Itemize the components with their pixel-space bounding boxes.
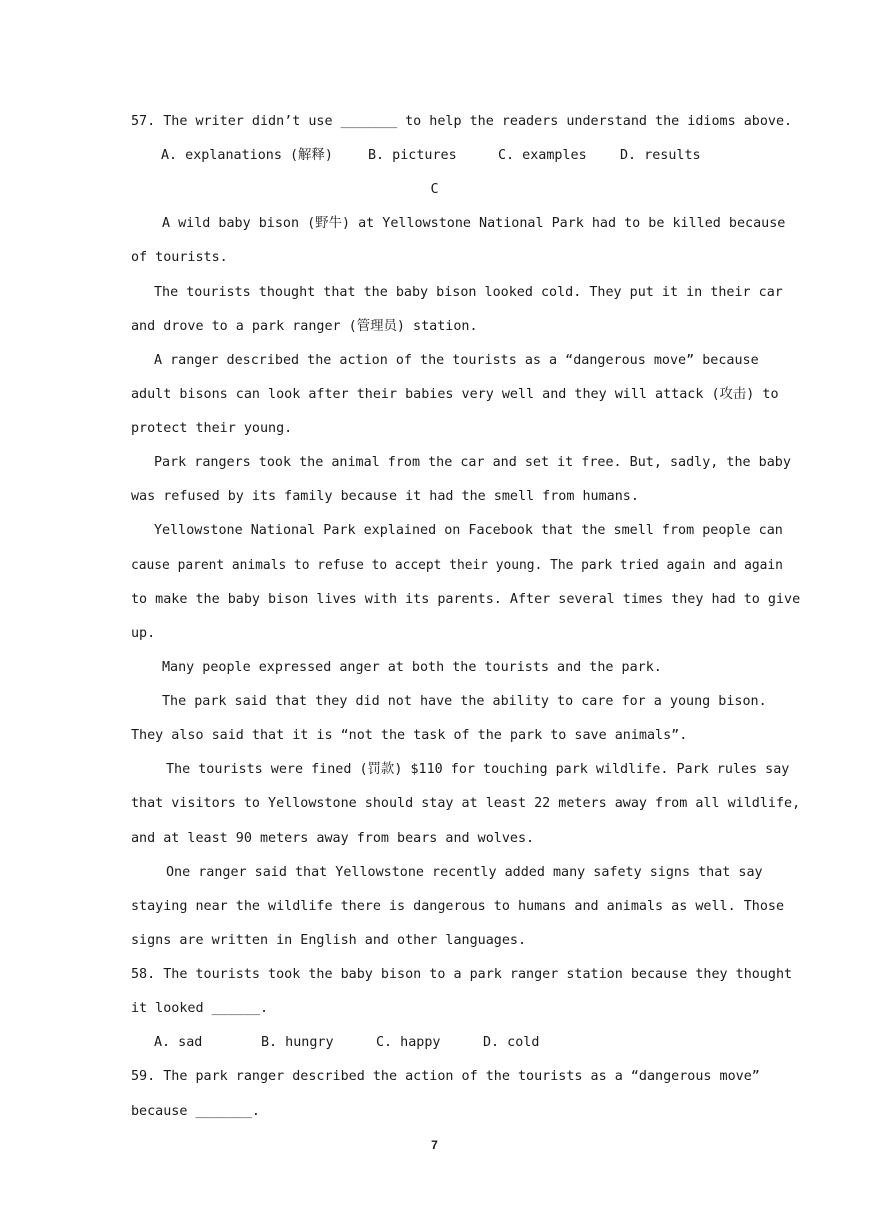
q58-stem-continued: it looked ______. xyxy=(131,1001,269,1016)
passage-line: They also said that it is “not the task of the park to save animals”. xyxy=(131,728,688,743)
passage-line: cause parent animals to refuse to accept their young. The park tried again and again xyxy=(131,558,783,573)
q59-stem-continued: because _______. xyxy=(131,1104,260,1119)
passage-line: up. xyxy=(131,626,156,641)
passage-line: Yellowstone National Park explained on Facebook that the smell from people can xyxy=(154,523,783,538)
section-label: C xyxy=(430,182,439,197)
passage-line: was refused by its family because it had the smell from humans. xyxy=(131,489,639,504)
q58-option-a: A. sad xyxy=(154,1035,203,1050)
passage-line: One ranger said that Yellowstone recently added many safety signs that say xyxy=(166,865,763,880)
passage-line: Park rangers took the animal from the car and set it free. But, sadly, the baby xyxy=(154,455,791,470)
passage-line: The tourists thought that the baby bison looked cold. They put it in their car xyxy=(154,285,783,300)
q57-stem: 57. The writer didn’t use _______ to help the readers understand the idioms above. xyxy=(131,114,793,129)
page-number: 7 xyxy=(431,1138,438,1152)
passage-line: that visitors to Yellowstone should stay at least 22 meters away from all wildlife, xyxy=(131,796,801,811)
q58-option-b: B. hungry xyxy=(261,1035,334,1050)
passage-line: The tourists were fined (罚款) $110 for touching park wildlife. Park rules say xyxy=(166,762,790,777)
q57-option-c: C. examples xyxy=(498,148,587,163)
q57-option-b: B. pictures xyxy=(368,148,457,163)
q57-option-a: A. explanations (解释) xyxy=(161,148,333,163)
passage-line: and at least 90 meters away from bears and wolves. xyxy=(131,831,535,846)
passage-line: adult bisons can look after their babies very well and they will attack (攻击) to xyxy=(131,387,779,402)
q58-stem: 58. The tourists took the baby bison to a park ranger station because they thought xyxy=(131,967,793,982)
passage-line: protect their young. xyxy=(131,421,293,436)
q59-stem: 59. The park ranger described the action of the tourists as a “dangerous move” xyxy=(131,1069,760,1084)
passage-line: Many people expressed anger at both the tourists and the park. xyxy=(162,660,662,675)
passage-line: signs are written in English and other languages. xyxy=(131,933,527,948)
passage-line: A wild baby bison (野牛) at Yellowstone National Park had to be killed because xyxy=(162,216,786,231)
q58-options xyxy=(154,1033,574,1053)
passage-line: staying near the wildlife there is dangerous to humans and animals as well. Those xyxy=(131,899,785,914)
q58-option-d: D. cold xyxy=(483,1035,540,1050)
q57-option-d: D. results xyxy=(620,148,701,163)
passage-line: to make the baby bison lives with its parents. After several times they had to give xyxy=(131,592,801,607)
passage-line: The park said that they did not have the ability to care for a young bison. xyxy=(162,694,767,709)
passage-line: of tourists. xyxy=(131,250,228,265)
passage-line: A ranger described the action of the tourists as a “dangerous move” because xyxy=(154,353,759,368)
q57-options xyxy=(161,146,721,166)
passage-line: and drove to a park ranger (管理员) station. xyxy=(131,319,478,334)
q58-option-c: C. happy xyxy=(376,1035,441,1050)
